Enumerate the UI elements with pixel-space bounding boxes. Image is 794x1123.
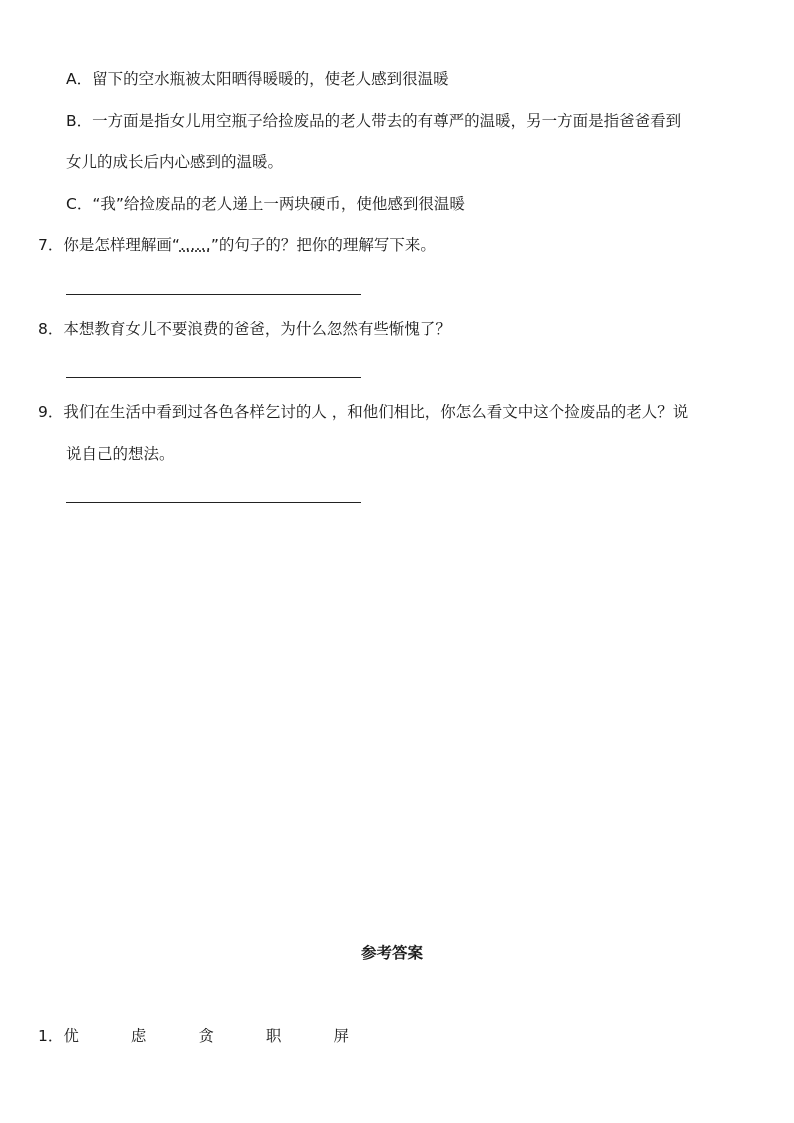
answer-1-char: 优: [63, 1027, 79, 1045]
question-9-line1: 我们在生活中看到过各色各样乞讨的人 ，和他们相比，你怎么看文中这个捡废品的老人？说: [63, 403, 689, 421]
option-c: [66, 194, 465, 214]
answer-blank-q7[interactable]: [66, 294, 361, 295]
question-7-text-post: ”的句子的？把你的理解写下来。: [210, 236, 436, 254]
answer-1: [38, 1026, 349, 1046]
answer-1-char: 贪: [198, 1027, 214, 1045]
answer-blank-q8[interactable]: [66, 377, 361, 378]
answer-1-char: 职: [265, 1027, 282, 1045]
question-8: [38, 319, 451, 339]
question-7-text-pre: 你是怎样理解画“: [63, 236, 180, 254]
question-8-number: 8．: [38, 320, 64, 338]
answer-1-char: 虑: [130, 1027, 147, 1045]
option-a: A．留下的空水瓶被太阳晒得暖暖的，使老人感到很温暖: [66, 70, 449, 88]
answer-blank-q9[interactable]: [66, 502, 361, 503]
option-b-line2: 女儿的成长后内心感到的温暖。: [66, 153, 284, 171]
option-b-line1: B．一方面是指女儿用空瓶子给捡废品的老人带去的有尊严的温暖，另一方面是指爸爸看到: [66, 112, 682, 130]
question-7-number: 7．: [38, 236, 64, 254]
question-8-text: 本想教育女儿不要浪费的爸爸，为什么忽然有些惭愧了？: [63, 320, 451, 338]
answer-key-title: 参考答案: [361, 944, 424, 962]
answer-1-char: 屏: [333, 1027, 349, 1045]
question-9-number: 9．: [38, 403, 64, 421]
option-c-text: “我”给捡废品的老人递上一两块硬币，使他感到很温暖: [92, 195, 465, 213]
question-9: [38, 402, 688, 422]
question-9-line2: 说自己的想法。: [66, 445, 175, 463]
question-7: [38, 235, 436, 255]
question-7-dotted-mark: ……: [179, 236, 211, 254]
answer-1-number: 1．: [38, 1027, 64, 1045]
option-c-prefix: C．: [66, 195, 93, 213]
